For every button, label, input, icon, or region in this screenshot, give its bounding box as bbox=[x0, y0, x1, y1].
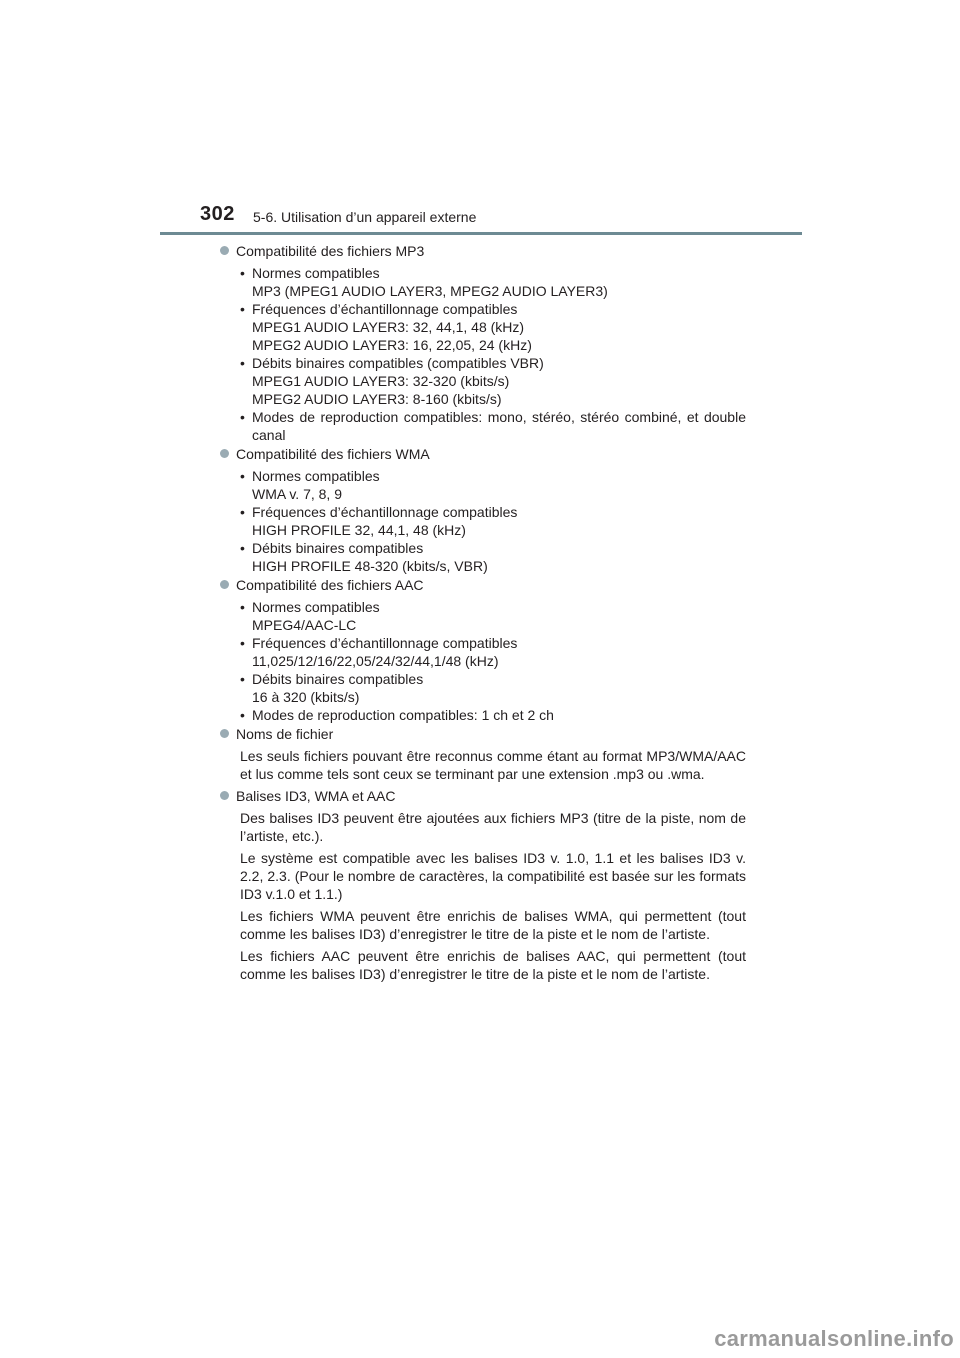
bullet-circle-icon bbox=[220, 449, 229, 458]
section-title: Compatibilité des fichiers WMA bbox=[222, 445, 746, 463]
bullet-circle-icon bbox=[220, 580, 229, 589]
bullet-dot-icon: • bbox=[240, 707, 245, 723]
section-title: Compatibilité des fichiers MP3 bbox=[222, 242, 746, 260]
header-rule bbox=[160, 232, 802, 235]
bullet-dot-icon: • bbox=[240, 540, 245, 556]
paragraph-group bbox=[222, 747, 746, 783]
content bbox=[222, 242, 746, 987]
item-list bbox=[222, 598, 746, 724]
section-mp3 bbox=[222, 242, 746, 444]
section-file-names bbox=[222, 725, 746, 783]
list-item: • Débits binaires compatibles HIGH PROFILE 48-320 (kbits/s, VBR) bbox=[240, 540, 488, 574]
chapter-title: 5-6. Utilisation d’un appareil externe bbox=[253, 209, 477, 225]
bullet-dot-icon: • bbox=[240, 265, 245, 281]
bullet-dot-icon: • bbox=[240, 635, 245, 651]
list-item: • Fréquences d’échantillonnage compatibles MPEG1 AUDIO LAYER3: 32, 44,1, 48 (kHz) MPEG2 AUDIO LAYER3: 16, 22,05, 24 (kHz) bbox=[240, 301, 532, 353]
section-title: Compatibilité des fichiers AAC bbox=[222, 576, 746, 594]
section-aac bbox=[222, 576, 746, 724]
paragraph: Le système est compatible avec les balises ID3 v. 1.0, 1.1 et les balises ID3 v. 2.2, 2.3. (Pour le nombre de caractères, la compatibilité est basée sur les formats ID3 v.1.0 et 1.1.) bbox=[240, 850, 746, 902]
section-tags bbox=[222, 787, 746, 983]
list-item: • Modes de reproduction compatibles: mono, stéréo, stéréo combiné, et double canal bbox=[240, 409, 746, 443]
section-title: Noms de fichier bbox=[222, 725, 746, 743]
paragraph: Les seuls fichiers pouvant être reconnus comme étant au format MP3/WMA/AAC et lus comme tels sont ceux se terminant par une extension .mp3 ou .wma. bbox=[240, 748, 746, 782]
paragraph: Les fichiers AAC peuvent être enrichis de balises AAC, qui permettent (tout comme les balises ID3) d’enregistrer le titre de la piste et le nom de l’artiste. bbox=[240, 948, 746, 982]
bullet-circle-icon bbox=[220, 246, 229, 255]
paragraph: Des balises ID3 peuvent être ajoutées aux fichiers MP3 (titre de la piste, nom de l’artiste, etc.). bbox=[240, 810, 746, 844]
paragraph: Les fichiers WMA peuvent être enrichis de balises WMA, qui permettent (tout comme les balises ID3) d’enregistrer le titre de la piste et le nom de l’artiste. bbox=[240, 908, 746, 942]
list-item: • Normes compatibles WMA v. 7, 8, 9 bbox=[240, 468, 380, 502]
list-item: • Débits binaires compatibles (compatibles VBR) MPEG1 AUDIO LAYER3: 32-320 (kbits/s) MPEG2 AUDIO LAYER3: 8-160 (kbits/s) bbox=[240, 355, 544, 407]
section-wma bbox=[222, 445, 746, 575]
list-item: • Fréquences d’échantillonnage compatibles 11,025/12/16/22,05/24/32/44,1/48 (kHz) bbox=[240, 635, 518, 669]
bullet-dot-icon: • bbox=[240, 468, 245, 484]
bullet-dot-icon: • bbox=[240, 301, 245, 317]
watermark-logo: carmanualsonline.info bbox=[714, 1326, 954, 1351]
list-item: • Fréquences d’échantillonnage compatibles HIGH PROFILE 32, 44,1, 48 (kHz) bbox=[240, 504, 518, 538]
bullet-dot-icon: • bbox=[240, 409, 245, 425]
bullet-dot-icon: • bbox=[240, 504, 245, 520]
item-list bbox=[222, 264, 746, 444]
bullet-dot-icon: • bbox=[240, 599, 245, 615]
bullet-circle-icon bbox=[220, 791, 229, 800]
bullet-dot-icon: • bbox=[240, 355, 245, 371]
section-title: Balises ID3, WMA et AAC bbox=[222, 787, 746, 805]
list-item: • Normes compatibles MPEG4/AAC-LC bbox=[240, 599, 380, 633]
list-item: • Normes compatibles MP3 (MPEG1 AUDIO LAYER3, MPEG2 AUDIO LAYER3) bbox=[240, 265, 608, 299]
bullet-circle-icon bbox=[220, 729, 229, 738]
item-list bbox=[222, 467, 746, 575]
paragraph-group bbox=[222, 809, 746, 983]
list-item: • Débits binaires compatibles 16 à 320 (kbits/s) bbox=[240, 671, 424, 705]
list-item: • Modes de reproduction compatibles: 1 ch et 2 ch bbox=[240, 707, 554, 723]
page-number: 302 bbox=[200, 203, 235, 225]
bullet-dot-icon: • bbox=[240, 671, 245, 687]
